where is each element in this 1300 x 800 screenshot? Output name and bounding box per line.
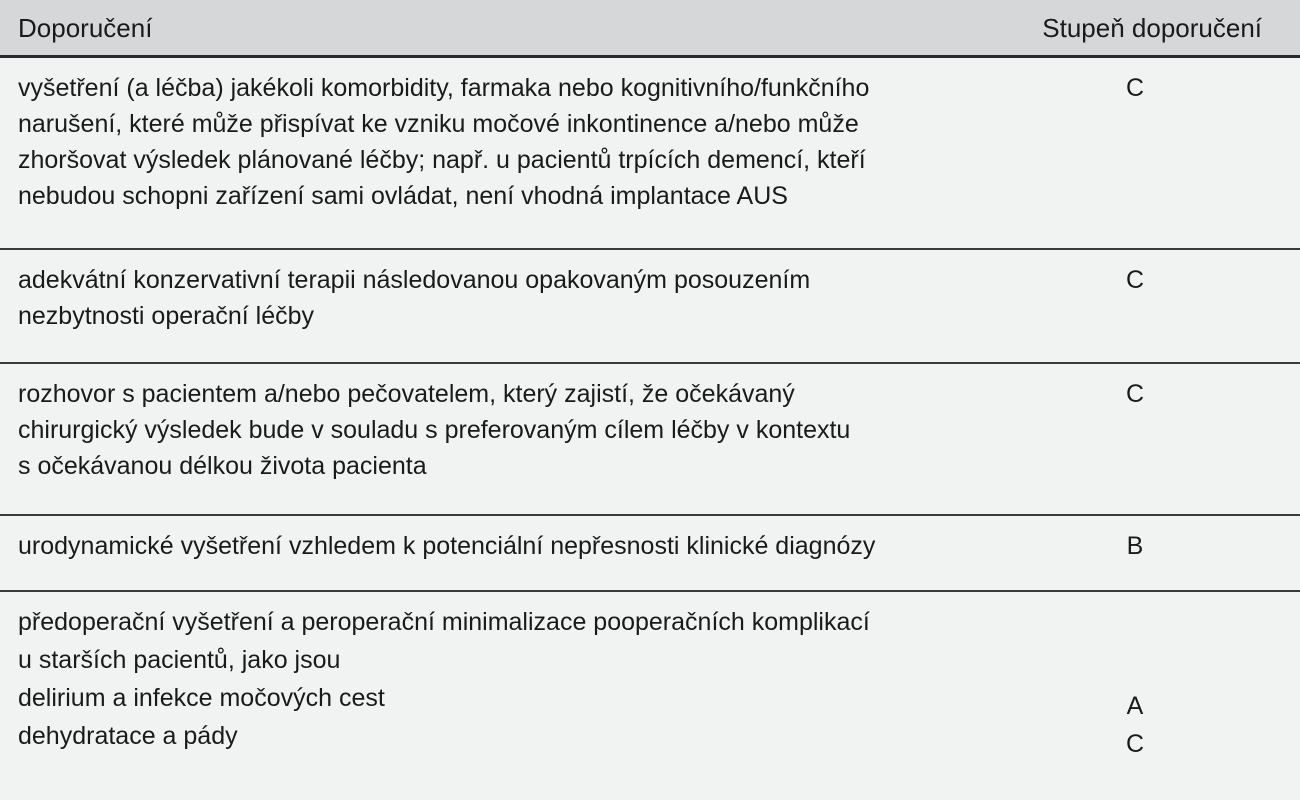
grade-value: C [1125, 730, 1145, 758]
text-line: nezbytnosti operační léčby [18, 302, 315, 330]
recommendation-text [18, 528, 1078, 564]
grade-value: B [1126, 532, 1144, 560]
table-row [0, 516, 1300, 592]
table-row [0, 592, 1300, 792]
table-row [0, 250, 1300, 364]
grade-value: C [1125, 380, 1145, 408]
text-line: chirurgický výsledek bude v souladu s preferovaným cílem léčby v kontextu [18, 416, 851, 444]
header-grade: Stupeň doporučení [1042, 13, 1262, 43]
grade-value: C [1125, 74, 1145, 102]
text-line: nebudou schopni zařízení sami ovládat, není vhodná implantace AUS [18, 182, 788, 210]
recommendation-text [18, 70, 1078, 214]
text-line: rozhovor s pacientem a/nebo pečovatelem, který zajistí, že očekávaný [18, 380, 795, 408]
recommendation-text [18, 262, 1078, 334]
text-line: narušení, které může přispívat ke vzniku močové inkontinence a/nebo může [18, 110, 859, 138]
text-line: urodynamické vyšetření vzhledem k potenciální nepřesnosti klinické diagnózy [18, 532, 876, 560]
text-line: vyšetření (a léčba) jakékoli komorbidity, farmaka nebo kognitivního/funkčního [18, 74, 870, 102]
recommendation-text [18, 604, 1078, 756]
text-line: delirium a infekce močových cest [18, 684, 385, 712]
grade-value: C [1125, 266, 1145, 294]
text-line: předoperační vyšetření a peroperační minimalizace pooperačních komplikací [18, 608, 870, 636]
table-header [0, 0, 1300, 58]
header-recommendation: Doporučení [18, 13, 153, 43]
text-line: dehydratace a pády [18, 722, 238, 750]
text-line: u starších pacientů, jako jsou [18, 646, 341, 674]
text-line: zhoršovat výsledek plánované léčby; např. u pacientů trpících demencí, kteří [18, 146, 866, 174]
table-row [0, 364, 1300, 516]
table-row [0, 58, 1300, 250]
grade-value: A [1126, 692, 1144, 720]
text-line: adekvátní konzervativní terapii následovanou opakovaným posouzením [18, 266, 811, 294]
text-line: s očekávanou délkou života pacienta [18, 452, 427, 480]
recommendation-text [18, 376, 1078, 484]
